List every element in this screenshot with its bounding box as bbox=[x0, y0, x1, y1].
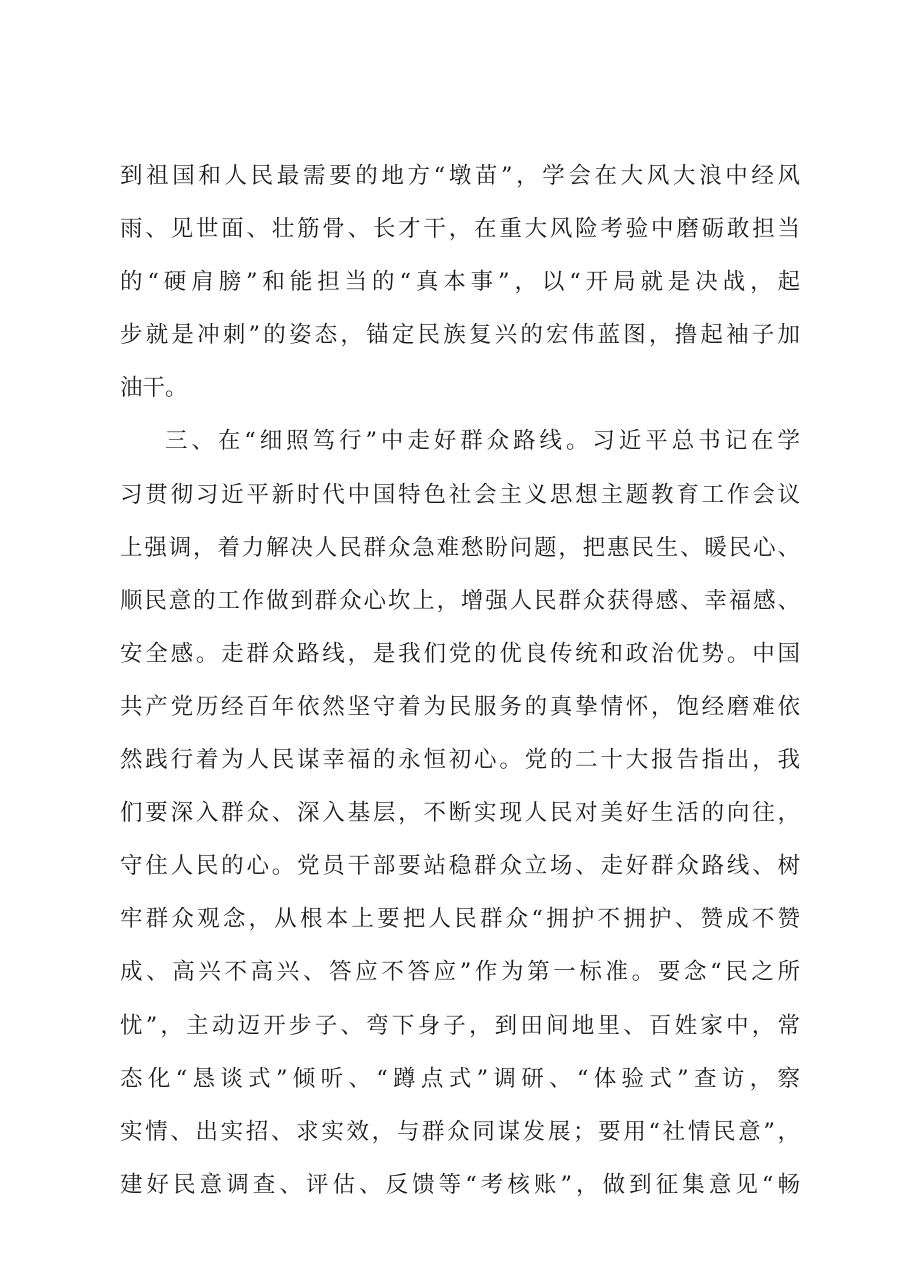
paragraph-2-line-5: 安全感。走群众路线，是我们党的优良传统和政治优势。中国 bbox=[120, 640, 800, 667]
paragraph-2-line-14: 实情、出实招、求实效，与群众同谋发展；要用“社情民意”， bbox=[120, 1118, 800, 1145]
paragraph-1-line-2: 雨、见世面、壮筋骨、长才干，在重大风险考验中磨砺敢担当 bbox=[120, 216, 800, 243]
paragraph-2-line-12: 忧”，主动迈开步子、弯下身子，到田间地里、百姓家中，常 bbox=[120, 1012, 800, 1039]
document-body bbox=[120, 150, 800, 1212]
paragraph-2-line-8: 们要深入群众、深入基层，不断实现人民对美好生活的向往， bbox=[120, 800, 800, 827]
paragraph-2-line-13: 态化“恳谈式”倾听、“蹲点式”调研、“体验式”查访，察 bbox=[120, 1065, 800, 1092]
paragraph-2-line-4: 顺民意的工作做到群众心坎上，增强人民群众获得感、幸福感、 bbox=[120, 587, 800, 614]
paragraph-2-line-15: 建好民意调查、评估、反馈等“考核账”，做到征集意见“畅 bbox=[120, 1171, 800, 1198]
paragraph-2-line-7: 然践行着为人民谋幸福的永恒初心。党的二十大报告指出，我 bbox=[120, 747, 800, 774]
paragraph-1-line-1: 到祖国和人民最需要的地方“墩苗”，学会在大风大浪中经风 bbox=[120, 163, 800, 189]
paragraph-1-line-4: 步就是冲刺”的姿态，锚定民族复兴的宏伟蓝图，撸起袖子加 bbox=[120, 322, 800, 349]
paragraph-2-line-2: 习贯彻习近平新时代中国特色社会主义思想主题教育工作会议 bbox=[120, 481, 800, 508]
paragraph-2-line-9: 守住人民的心。党员干部要站稳群众立场、走好群众路线、树 bbox=[120, 853, 800, 880]
paragraph-2-line-3: 上强调，着力解决人民群众急难愁盼问题，把惠民生、暖民心、 bbox=[120, 534, 800, 561]
paragraph-1-line-5: 油干。 bbox=[120, 375, 188, 402]
paragraph-2-line-1: 三、在“细照笃行”中走好群众路线。习近平总书记在学 bbox=[165, 428, 800, 455]
paragraph-2-line-6: 共产党历经百年依然坚守着为民服务的真挚情怀，饱经磨难依 bbox=[120, 693, 800, 720]
paragraph-1-line-3: 的“硬肩膀”和能担当的“真本事”，以“开局就是决战，起 bbox=[120, 269, 800, 296]
paragraph-2-line-10: 牢群众观念，从根本上要把人民群众“拥护不拥护、赞成不赞 bbox=[120, 906, 800, 933]
paragraph-2-line-11: 成、高兴不高兴、答应不答应”作为第一标准。要念“民之所 bbox=[120, 959, 800, 986]
